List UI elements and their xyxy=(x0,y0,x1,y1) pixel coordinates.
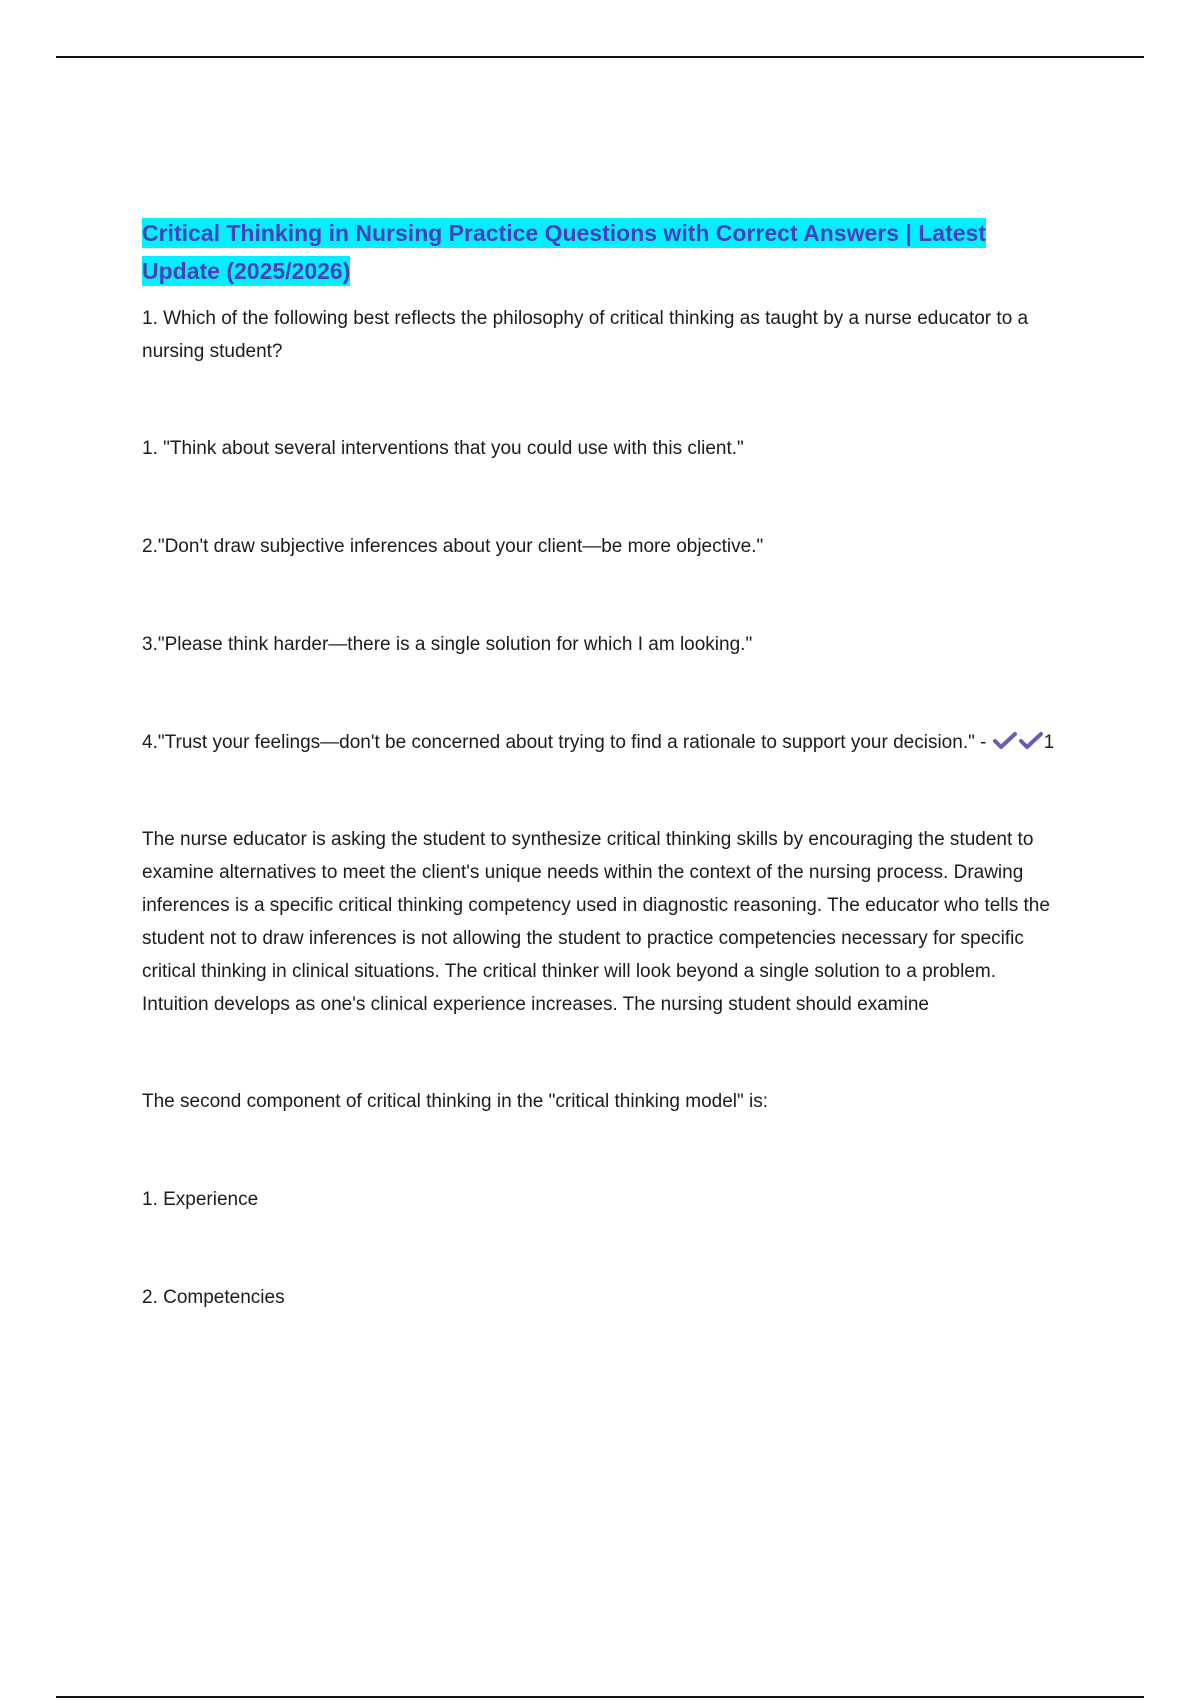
question-2-option-1: 1. Experience xyxy=(142,1189,259,1210)
document-body xyxy=(142,214,1062,1314)
footer-rule xyxy=(56,1696,1144,1698)
question-1-option-3: 3."Please think harder—there is a single solution for which I am looking." xyxy=(142,634,753,655)
question-1-rationale: The nurse educator is asking the student to synthesize critical thinking skills by encouraging the student to examine alternatives to meet the client's unique needs within the context of the nursing process. Drawing inferences is a specific critical thinking competency used in diagnostic reasoning. The educator who tells the student not to draw inferences is not allowing the student to practice competencies necessary for specific critical thinking in clinical situations. The critical thinker will look beyond a single solution to a problem. Intuition develops as one's clinical experience increases. The nursing student should examine xyxy=(142,829,1050,1015)
question-1-option-2: 2."Don't draw subjective inferences about your client—be more objective." xyxy=(142,536,764,557)
question-1-option-1: 1. "Think about several interventions that you could use with this client." xyxy=(142,438,744,459)
document-title xyxy=(142,214,1062,290)
question-2-stem: The second component of critical thinking in the "critical thinking model" is: xyxy=(142,1091,769,1112)
document-title-text: Critical Thinking in Nursing Practice Questions with Correct Answers | Latest Update (2025/2026) xyxy=(142,220,986,284)
question-1-answer: 1 xyxy=(1043,732,1055,753)
question-1-stem: 1. Which of the following best reflects the philosophy of critical thinking as taught by a nurse educator to a nursing student? xyxy=(142,308,1029,362)
check-icon xyxy=(1018,731,1044,751)
header-rule xyxy=(56,56,1144,58)
question-2-option-2: 2. Competencies xyxy=(142,1287,285,1308)
check-icon xyxy=(992,731,1018,751)
question-1-option-4 xyxy=(142,726,1062,759)
question-1-option-4-text: 4."Trust your feelings—don't be concerned about trying to find a rationale to support your decision." - xyxy=(142,732,987,753)
